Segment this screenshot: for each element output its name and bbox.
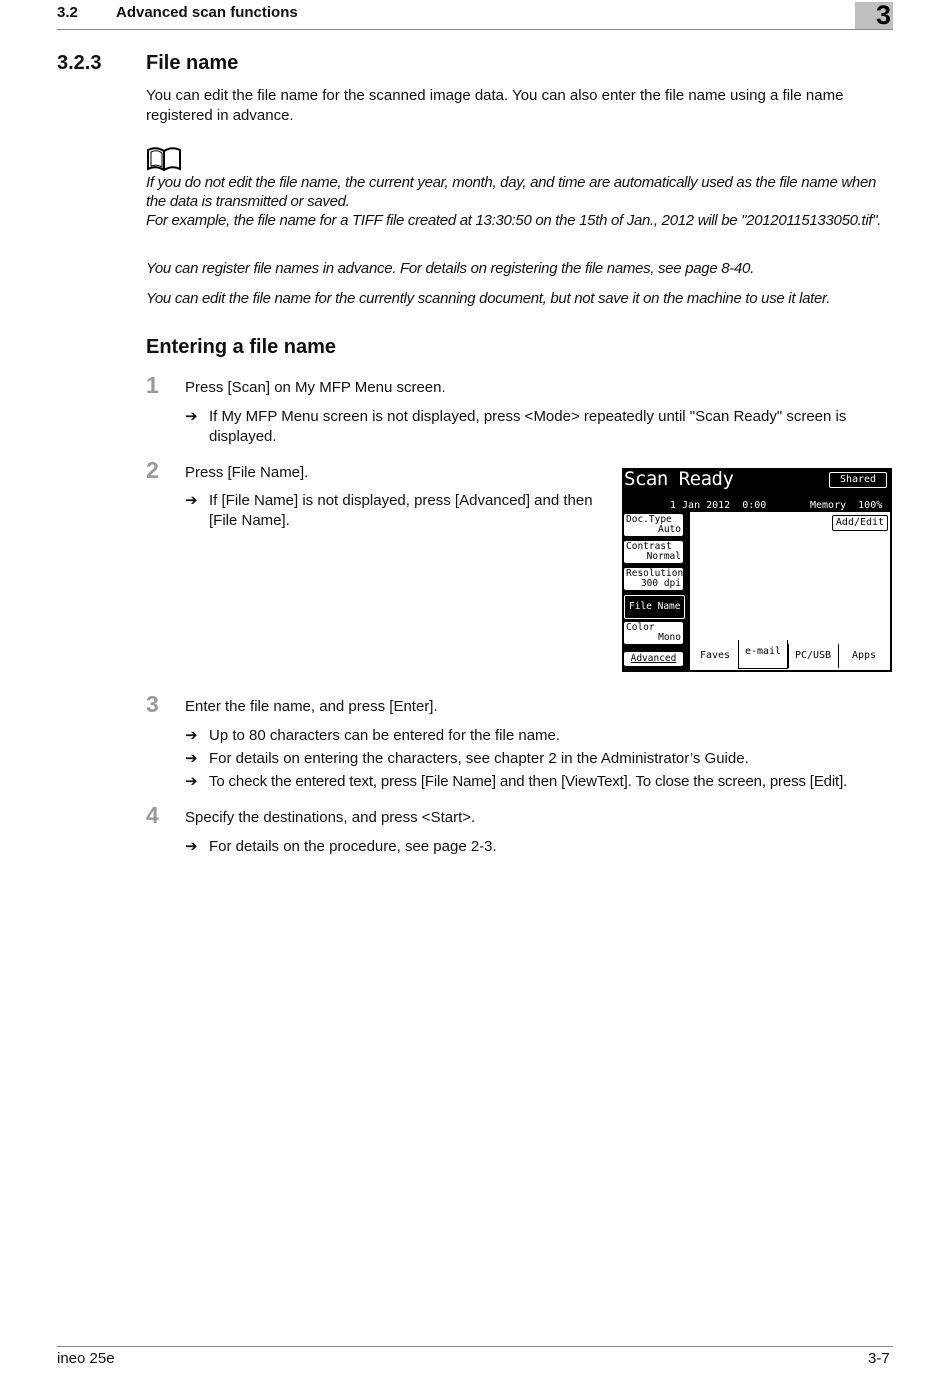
screen-tab-bar [690,644,890,670]
scan-ready-screen-illustration [622,468,892,672]
footer-product-name: ineo 25e [57,1350,115,1367]
arrow-icon: ➔ [185,408,198,425]
step-number: 3 [146,691,159,717]
chapter-tab [855,2,893,29]
arrow-icon: ➔ [185,727,198,744]
screen-memory: Memory 100% [810,500,883,511]
screen-advanced-button: Advanced [624,652,683,666]
screen-button-value: 300 dpi [640,578,681,589]
step-text: Press [Scan] on My MFP Menu screen. [185,379,446,396]
screen-color-button [624,622,683,644]
arrow-icon: ➔ [185,773,198,790]
screen-resolution-button [624,568,683,590]
step-number: 4 [146,802,159,828]
arrow-icon: ➔ [185,838,198,855]
step-subpoint: If My MFP Menu screen is not displayed, press <Mode> repeatedly until "Scan Ready" screen is displayed. [209,408,847,445]
screen-destination-panel [690,512,890,644]
screen-tab-apps: Apps [838,644,889,668]
screen-add-edit-button: Add/Edit [832,515,888,531]
note-paragraph: You can edit the file name for the currently scanning document, but not save it on the machine to use it later. [146,290,831,307]
screen-title: Scan Ready [624,468,734,490]
note-paragraph: If you do not edit the file name, the current year, month, day, and time are automatically used as the file name when the data is transmitted or saved. [146,174,877,210]
screen-date: 1 Jan 2012 0:00 [670,500,767,511]
footer-page-number: 3-7 [868,1350,890,1367]
screen-shared-button: Shared [829,472,887,488]
note-paragraph: You can register file names in advance. For details on registering the file names, see page 8-40. [146,260,754,277]
screen-button-label: Doc.Type [626,514,672,525]
screen-button-value: Auto [658,524,681,535]
step-number: 2 [146,457,159,483]
step-subpoint: For details on the procedure, see page 2-3. [209,838,497,855]
arrow-icon: ➔ [185,492,198,509]
step-text: Specify the destinations, and press <Start>. [185,809,476,826]
header-section-number: 3.2 [57,4,78,21]
section-number: 3.2.3 [57,52,102,74]
chapter-number: 3 [875,0,891,30]
step-subpoint: If [File Name] is not displayed, press [Advanced] and then [File Name]. [209,492,593,529]
screen-file-name-button [624,595,685,619]
step-text: Press [File Name]. [185,464,309,481]
note-paragraph: For example, the file name for a TIFF file created at 13:30:50 on the 15th of Jan., 2012 will be "20120115133050.tif". [146,212,882,229]
section-title: File name [146,52,239,74]
screen-button-value: Mono [658,632,681,643]
step-subpoint: For details on entering the characters, see chapter 2 in the Administrator’s Guide. [209,750,749,767]
screen-tab-pc-usb: PC/USB [788,644,837,668]
subsection-title: Entering a file name [146,336,337,358]
header-section-title: Advanced scan functions [116,4,298,21]
screen-doc-type-button [624,514,683,536]
step-number: 1 [146,372,159,398]
screen-tab-faves: Faves [699,650,731,661]
screen-button-value: Normal [646,551,681,562]
step-subpoint: Up to 80 characters can be entered for the file name. [209,727,561,744]
step-subpoint: To check the entered text, press [File Name] and then [ViewText]. To close the screen, press [Edit]. [209,773,848,790]
screen-button-label: Color [626,622,655,633]
screen-button-label: Resolution [626,568,684,579]
screen-tab-email: e-mail [738,640,788,669]
screen-button-label: Contrast [626,541,672,552]
step-text: Enter the file name, and press [Enter]. [185,698,438,715]
section-intro: You can edit the file name for the scanned image data. You can also enter the file name using a file name registered in advance. [146,87,844,124]
footer-divider [57,1346,893,1347]
screen-button-label: File Name [629,601,681,612]
book-icon [146,146,182,172]
arrow-icon: ➔ [185,750,198,767]
screen-contrast-button [624,541,683,563]
header-divider [57,29,893,30]
